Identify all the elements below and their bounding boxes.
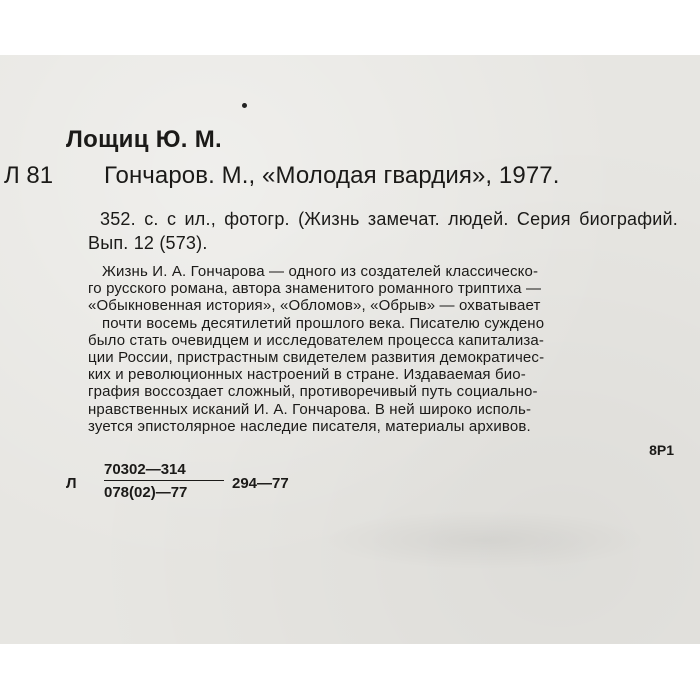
code-fraction bbox=[104, 461, 224, 501]
annotation-line: графия воссоздает сложный, противоречивый путь социально- bbox=[88, 383, 538, 401]
annotation-line: «Обыкновенная история», «Обломов», «Обрыв» — охватывает bbox=[88, 297, 541, 315]
code-tail: 294—77 bbox=[232, 475, 289, 492]
catalog-card-photo bbox=[0, 55, 700, 644]
code-denominator: 078(02)—77 bbox=[104, 484, 188, 501]
annotation-line: ких и революционных настроений в стране. Издаваемая био- bbox=[88, 366, 526, 384]
title-line: Гончаров. М., «Молодая гвардия», 1977. bbox=[104, 162, 560, 189]
code-numerator: 70302—314 bbox=[104, 461, 224, 481]
annotation-line: ции России, пристрастным свидетелем развития демократичес- bbox=[88, 349, 545, 367]
classification-index: 8Р1 bbox=[649, 442, 674, 458]
author-heading: Лощиц Ю. М. bbox=[66, 126, 222, 153]
annotation-paragraph bbox=[88, 263, 696, 435]
printed-dot bbox=[242, 103, 247, 108]
shelf-code: Л 81 bbox=[4, 162, 54, 189]
code-letter: Л bbox=[66, 475, 77, 492]
annotation-line: го русского романа, автора знаменитого романного триптиха — bbox=[88, 280, 542, 298]
publication-details: 352. с. с ил., фотогр. (Жизнь замечат. людей. Серия биографий. Вып. 12 (573). bbox=[88, 209, 678, 253]
annotation-line: почти восемь десятилетий прошлого века. Писателю суждено bbox=[102, 314, 545, 332]
annotation-line: нравственных исканий И. А. Гончарова. В ней широко исполь- bbox=[88, 400, 532, 418]
paper-smudge bbox=[320, 510, 650, 570]
annotation-line: было стать очевидцем и исследователем процесса капитализа- bbox=[88, 331, 545, 349]
annotation-line: Жизнь И. А. Гончарова — одного из создателей классическо- bbox=[102, 263, 539, 280]
annotation-line: зуется эпистолярное наследие писателя, материалы архивов. bbox=[88, 417, 531, 435]
